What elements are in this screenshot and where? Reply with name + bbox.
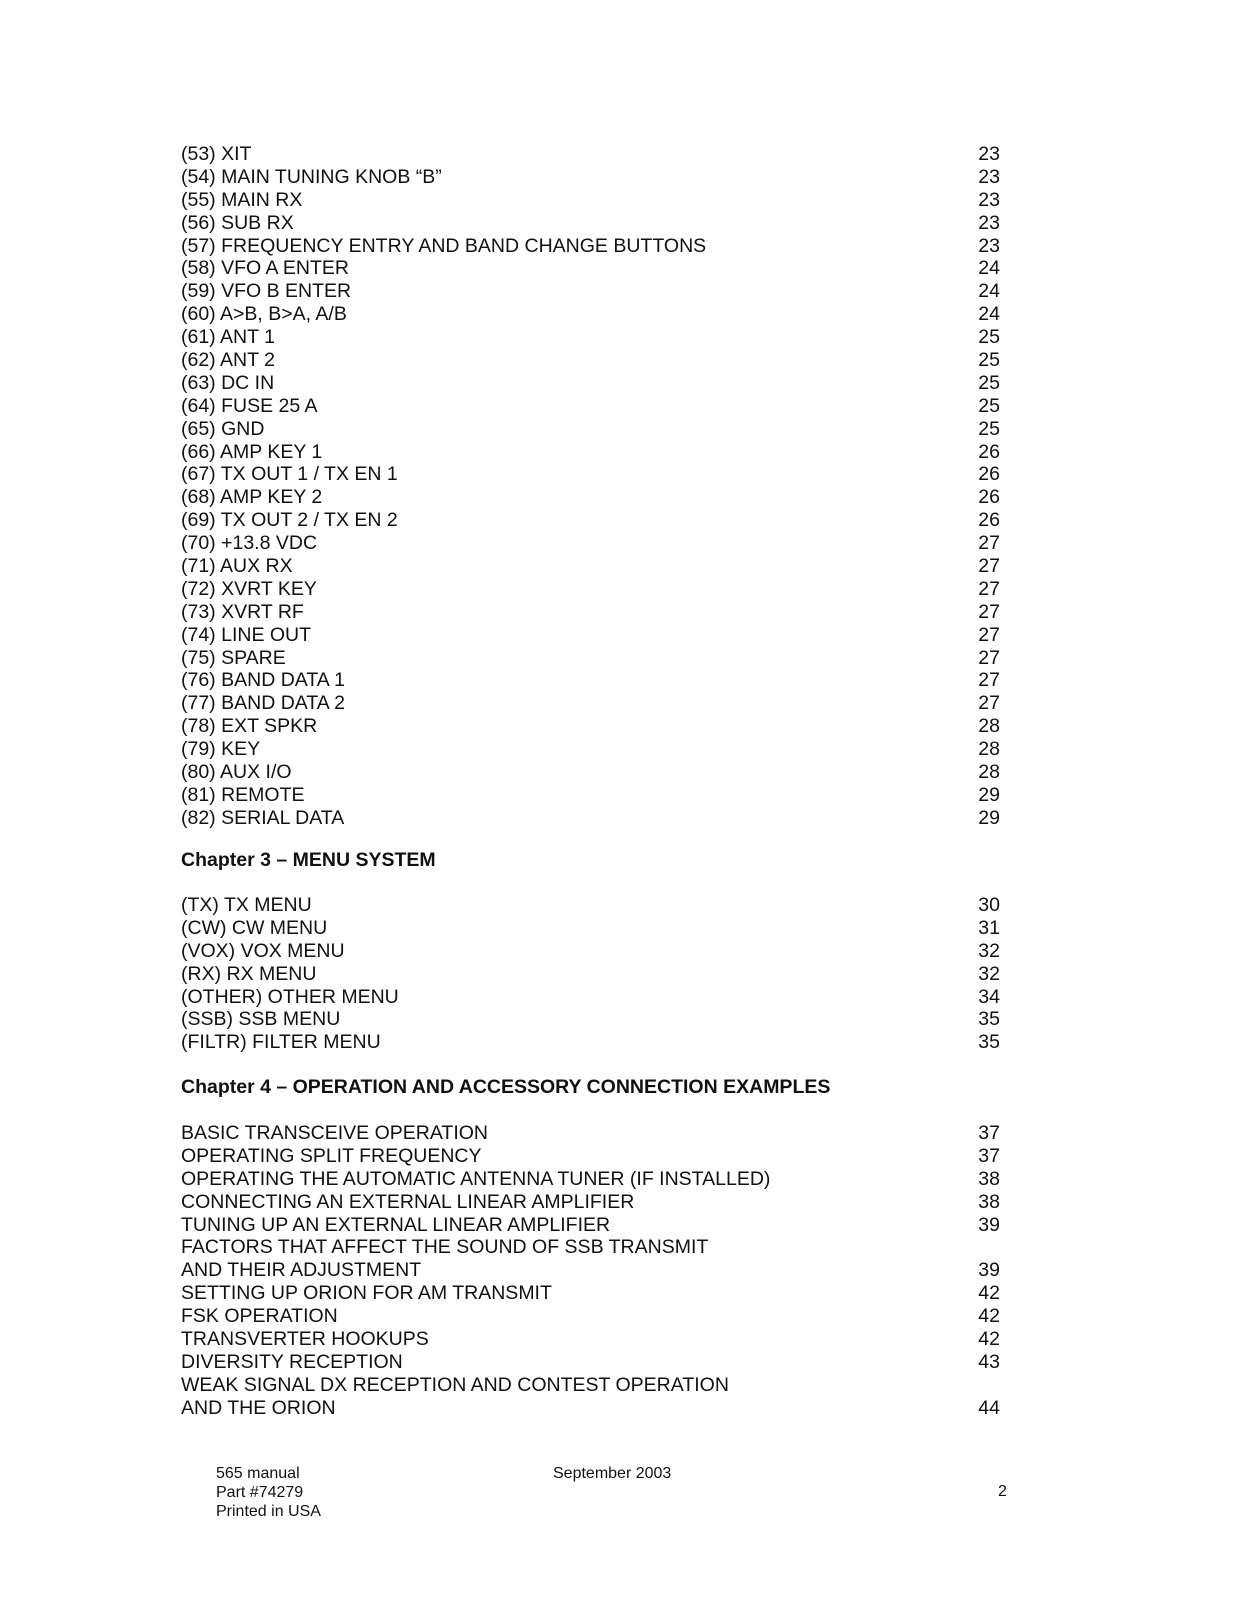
toc-entry: [181, 166, 1000, 189]
toc-entry: [181, 486, 1000, 509]
toc-entry-page: 39: [978, 1259, 1000, 1282]
toc-entry-page: 23: [978, 142, 1000, 165]
toc-entry-page: 27: [978, 532, 1000, 555]
toc-entry-page: 34: [978, 985, 1000, 1008]
toc-entry-page: 42: [978, 1282, 1000, 1305]
toc-entry-page: 39: [978, 1213, 1000, 1236]
toc-entry: [181, 212, 1000, 235]
toc-entry: [181, 1259, 1000, 1282]
toc-entry: [181, 1351, 1000, 1374]
toc-entry: [181, 647, 1000, 670]
toc-entry-page: 37: [978, 1121, 1000, 1144]
toc-entry: [181, 669, 1000, 692]
toc-entry-title: (56) SUB RX: [181, 211, 294, 234]
toc-entry: [181, 807, 1000, 830]
toc-entry-title: OPERATING THE AUTOMATIC ANTENNA TUNER (IF INSTALLED): [181, 1167, 771, 1190]
toc-entry: [181, 418, 1000, 441]
toc-entry-title: (CW) CW MENU: [181, 916, 328, 939]
toc-entry-title: (81) REMOTE: [181, 783, 305, 806]
toc-entry-title: OPERATING SPLIT FREQUENCY: [181, 1144, 482, 1167]
toc-entry-page: 38: [978, 1190, 1000, 1213]
toc-entry-page: 25: [978, 326, 1000, 349]
toc-entry: [181, 578, 1000, 601]
toc-entry: [181, 189, 1000, 212]
toc-list-controls: [181, 143, 1000, 830]
chapter-4-heading: Chapter 4 – OPERATION AND ACCESSORY CONNECTION EXAMPLES: [181, 1076, 831, 1098]
toc-entry-page: 32: [978, 939, 1000, 962]
toc-entry: [181, 1328, 1000, 1351]
toc-entry-title: SETTING UP ORION FOR AM TRANSMIT: [181, 1282, 552, 1305]
toc-entry-title: (53) XIT: [181, 142, 252, 165]
toc-entry-title: (RX) RX MENU: [181, 962, 317, 985]
toc-entry-page: 24: [978, 303, 1000, 326]
toc-entry-page: 27: [978, 669, 1000, 692]
toc-entry-page: 27: [978, 577, 1000, 600]
toc-entry: [181, 372, 1000, 395]
toc-entry: [181, 624, 1000, 647]
toc-entry: [181, 1214, 1000, 1237]
toc-entry: [181, 1236, 1000, 1259]
footer-date: September 2003: [553, 1465, 672, 1482]
toc-entry: [181, 555, 1000, 578]
toc-entry-title: FSK OPERATION: [181, 1305, 338, 1328]
toc-entry: [181, 986, 1000, 1009]
toc-entry-title: (60) A>B, B>A, A/B: [181, 303, 347, 326]
toc-entry-title: (62) ANT 2: [181, 349, 275, 371]
toc-entry: [181, 738, 1000, 761]
toc-entry: [181, 940, 1000, 963]
toc-entry-page: 35: [978, 1031, 1000, 1054]
toc-entry-title: (TX) TX MENU: [181, 893, 312, 916]
toc-entry: [181, 1305, 1000, 1328]
toc-entry-page: 25: [978, 417, 1000, 440]
toc-entry: [181, 601, 1000, 624]
toc-entry: [181, 1031, 1000, 1054]
toc-entry-title: (78) EXT SPKR: [181, 715, 318, 738]
toc-entry-title: DIVERSITY RECEPTION: [181, 1350, 403, 1373]
toc-entry-page: 23: [978, 165, 1000, 188]
toc-entry-page: 35: [978, 1008, 1000, 1031]
toc-entry-page: 27: [978, 623, 1000, 646]
toc-entry: [181, 441, 1000, 464]
toc-entry-title: FACTORS THAT AFFECT THE SOUND OF SSB TRANSMIT: [181, 1236, 709, 1259]
toc-entry-title: (FILTR) FILTER MENU: [181, 1031, 381, 1054]
toc-entry: [181, 326, 1000, 349]
toc-entry-title: (75) SPARE: [181, 646, 286, 669]
toc-entry-page: 25: [978, 349, 1000, 371]
toc-entry-title: (54) MAIN TUNING KNOB “B”: [181, 165, 442, 188]
toc-entry-page: 44: [978, 1396, 1000, 1419]
toc-entry: [181, 715, 1000, 738]
footer-part-number: Part #74279: [216, 1484, 304, 1501]
toc-entry-title: WEAK SIGNAL DX RECEPTION AND CONTEST OPERATION: [181, 1373, 729, 1396]
toc-entry: [181, 235, 1000, 258]
toc-entry-title: (67) TX OUT 1 / TX EN 1: [181, 463, 398, 486]
toc-entry: [181, 509, 1000, 532]
toc-entry-page: 23: [978, 188, 1000, 211]
toc-entry: [181, 1145, 1000, 1168]
toc-entry-page: 23: [978, 234, 1000, 257]
toc-entry: [181, 1397, 1000, 1420]
toc-entry-title: (72) XVRT KEY: [181, 577, 317, 600]
toc-entry: [181, 303, 1000, 326]
toc-entry-title: (82) SERIAL DATA: [181, 806, 345, 829]
toc-entry: [181, 894, 1000, 917]
toc-list-chapter-3: [181, 894, 1000, 1054]
toc-entry-title: (68) AMP KEY 2: [181, 486, 323, 509]
toc-entry-title: (SSB) SSB MENU: [181, 1008, 341, 1031]
toc-entry-title: (74) LINE OUT: [181, 623, 312, 646]
toc-entry: [181, 257, 1000, 280]
toc-entry-title: BASIC TRANSCEIVE OPERATION: [181, 1121, 489, 1144]
toc-entry-title: (65) GND: [181, 417, 265, 440]
page-number: 2: [998, 1483, 1007, 1500]
toc-entry-page: 31: [978, 916, 1000, 939]
toc-entry: [181, 784, 1000, 807]
toc-entry-title: (80) AUX I/O: [181, 761, 292, 784]
toc-entry-title: (73) XVRT RF: [181, 600, 304, 623]
toc-entry-title: AND THE ORION: [181, 1396, 336, 1419]
footer-printed-in: Printed in USA: [216, 1503, 321, 1520]
toc-entry-title: CONNECTING AN EXTERNAL LINEAR AMPLIFIER: [181, 1190, 635, 1213]
toc-entry-title: (57) FREQUENCY ENTRY AND BAND CHANGE BUTTONS: [181, 234, 707, 257]
toc-entry-page: 43: [978, 1350, 1000, 1373]
toc-entry-page: 28: [978, 738, 1000, 761]
toc-entry-page: 27: [978, 692, 1000, 715]
toc-entry: [181, 1191, 1000, 1214]
toc-entry-title: (58) VFO A ENTER: [181, 257, 349, 280]
toc-entry-title: (OTHER) OTHER MENU: [181, 985, 399, 1008]
toc-entry: [181, 761, 1000, 784]
toc-entry-page: 24: [978, 257, 1000, 280]
toc-entry-title: (71) AUX RX: [181, 555, 293, 578]
toc-entry-title: (76) BAND DATA 1: [181, 669, 345, 692]
toc-entry: [181, 1008, 1000, 1031]
toc-entry-title: (63) DC IN: [181, 371, 275, 394]
toc-entry-page: 27: [978, 600, 1000, 623]
toc-entry-title: AND THEIR ADJUSTMENT: [181, 1259, 422, 1282]
footer-publication-info: [216, 1464, 321, 1521]
toc-entry: [181, 963, 1000, 986]
toc-entry-title: (79) KEY: [181, 738, 261, 761]
toc-entry-page: 23: [978, 211, 1000, 234]
toc-entry-page: 32: [978, 962, 1000, 985]
toc-entry-page: 42: [978, 1328, 1000, 1350]
toc-list-chapter-4: [181, 1122, 1000, 1420]
toc-entry: [181, 349, 1000, 372]
toc-entry: [181, 280, 1000, 303]
toc-entry-title: (61) ANT 1: [181, 326, 275, 349]
toc-entry-page: 27: [978, 646, 1000, 669]
toc-entry-page: 26: [978, 509, 1000, 532]
footer-manual-name: 565 manual: [216, 1465, 300, 1482]
toc-entry-title: TRANSVERTER HOOKUPS: [181, 1328, 429, 1350]
toc-entry-page: 26: [978, 486, 1000, 509]
toc-entry-page: 28: [978, 761, 1000, 784]
toc-entry-title: (55) MAIN RX: [181, 188, 303, 211]
toc-entry-title: TUNING UP AN EXTERNAL LINEAR AMPLIFIER: [181, 1213, 611, 1236]
toc-entry-page: 38: [978, 1167, 1000, 1190]
toc-entry-title: (64) FUSE 25 A: [181, 394, 318, 417]
toc-entry-page: 37: [978, 1144, 1000, 1167]
toc-entry: [181, 1374, 1000, 1397]
toc-entry-page: 27: [978, 555, 1000, 578]
toc-entry-page: 28: [978, 715, 1000, 738]
toc-entry-page: 25: [978, 371, 1000, 394]
toc-entry: [181, 1168, 1000, 1191]
toc-entry: [181, 395, 1000, 418]
toc-entry-page: 26: [978, 440, 1000, 463]
toc-entry: [181, 917, 1000, 940]
toc-entry: [181, 532, 1000, 555]
toc-entry-page: 25: [978, 394, 1000, 417]
toc-entry-title: (66) AMP KEY 1: [181, 440, 323, 463]
chapter-3-heading: Chapter 3 – MENU SYSTEM: [181, 849, 436, 871]
toc-entry-title: (70) +13.8 VDC: [181, 532, 318, 555]
toc-entry: [181, 692, 1000, 715]
toc-entry-page: 26: [978, 463, 1000, 486]
toc-entry: [181, 1122, 1000, 1145]
toc-entry-title: (69) TX OUT 2 / TX EN 2: [181, 509, 398, 532]
toc-entry-page: 29: [978, 783, 1000, 806]
toc-entry-page: 30: [978, 893, 1000, 916]
toc-entry-title: (VOX) VOX MENU: [181, 939, 345, 962]
toc-entry: [181, 463, 1000, 486]
toc-entry-page: 42: [978, 1305, 1000, 1328]
toc-entry-title: (59) VFO B ENTER: [181, 280, 352, 303]
toc-entry-page: 24: [978, 280, 1000, 303]
toc-entry-title: (77) BAND DATA 2: [181, 692, 345, 715]
toc-entry: [181, 1282, 1000, 1305]
toc-entry-page: 29: [978, 806, 1000, 829]
toc-entry: [181, 143, 1000, 166]
